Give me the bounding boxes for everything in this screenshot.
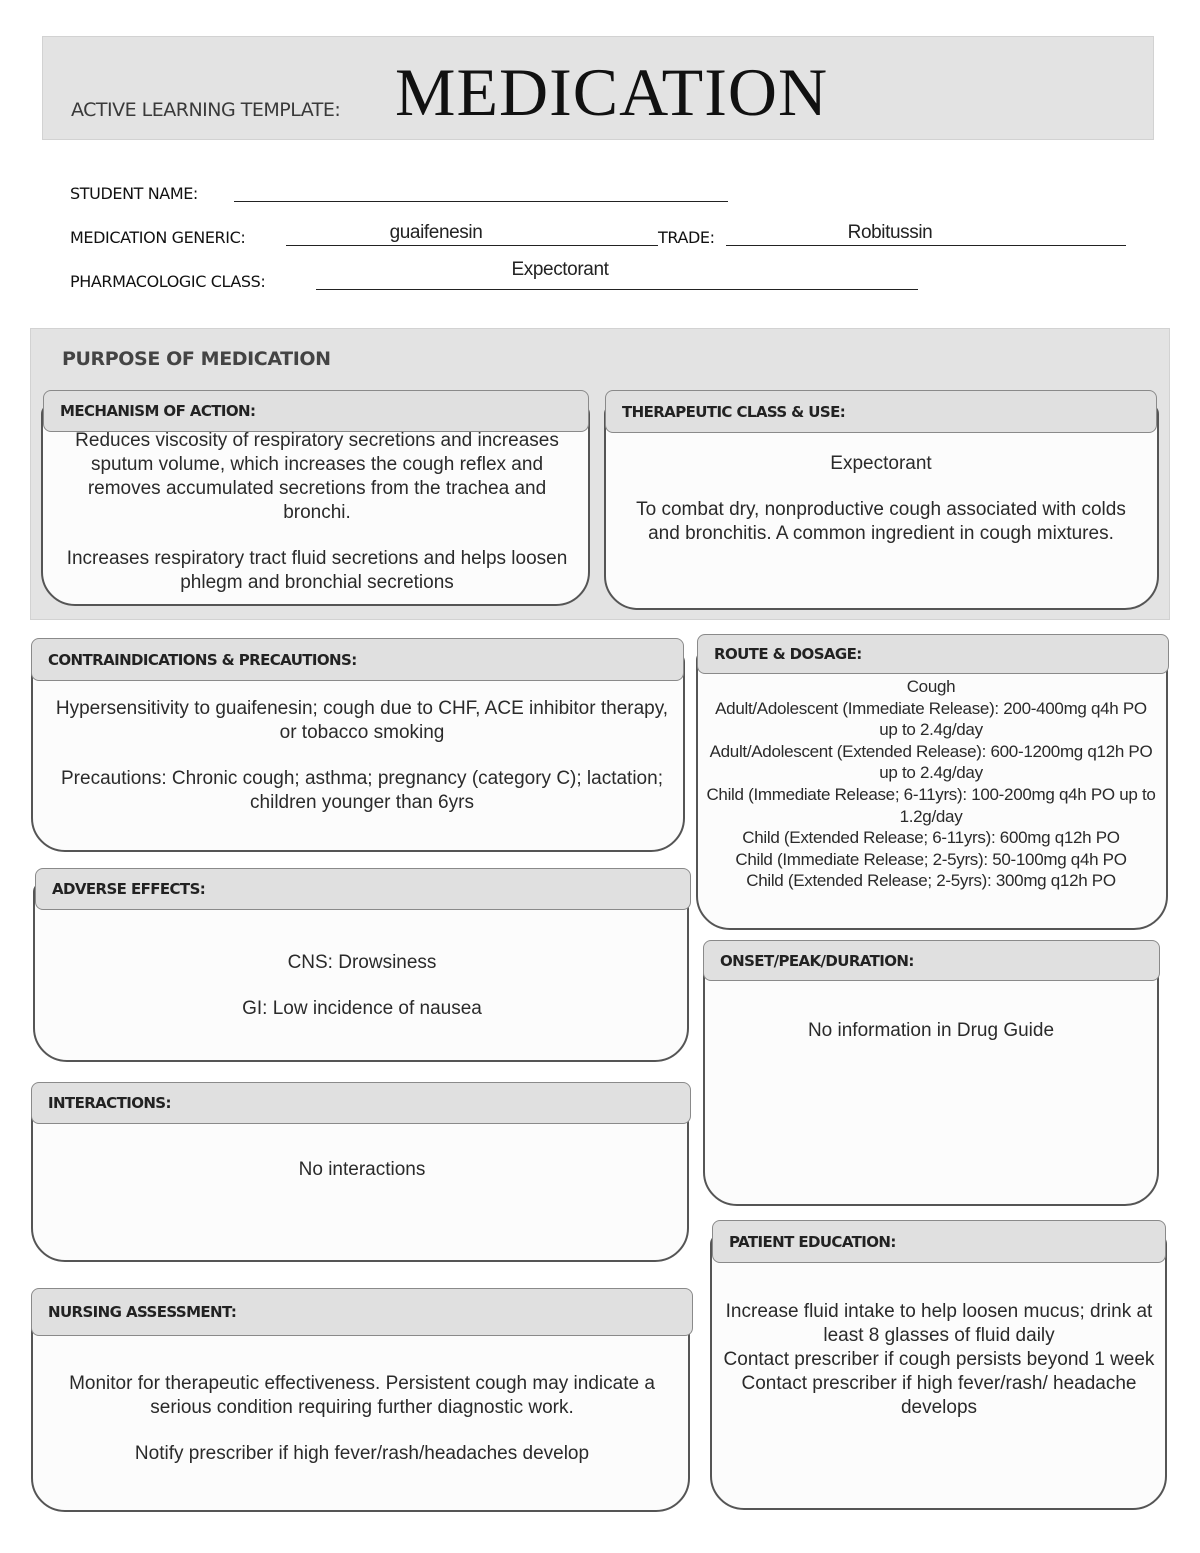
mechanism-content [60, 429, 574, 595]
education-line: Contact prescriber if high fever/rash/ headache develops [741, 1373, 1137, 1418]
contraindications-content [52, 697, 672, 815]
onset-content [712, 1019, 1150, 1043]
class-row [70, 259, 930, 296]
route-line: Adult/Adolescent (Immediate Release): 200-400mg q4h PO up to 2.4g/day [715, 698, 1147, 740]
route-content [706, 676, 1156, 892]
generic-value: guaifenesin [389, 222, 483, 243]
adverse-content [52, 951, 672, 1021]
class-label: PHARMACOLOGIC CLASS: [70, 272, 266, 291]
onset-header: ONSET/PEAK/DURATION: [703, 940, 1160, 981]
template-header [42, 36, 1154, 140]
adverse-text-1: CNS: Drowsiness [287, 952, 437, 973]
page-title: MEDICATION [395, 54, 829, 130]
generic-label: MEDICATION GENERIC: [70, 228, 246, 247]
class-field[interactable] [316, 289, 918, 290]
adverse-text-2: GI: Low incidence of nausea [242, 998, 482, 1019]
route-line: Child (Extended Release; 6-11yrs): 600mg q12h PO [742, 828, 1120, 848]
mechanism-text-2: Increases respiratory tract fluid secretions and helps loosen phlegm and bronchial secretions [66, 548, 568, 593]
education-content [722, 1300, 1156, 1420]
interactions-header: INTERACTIONS: [31, 1082, 691, 1124]
therapeutic-text-1: Expectorant [830, 453, 932, 474]
nursing-content [52, 1372, 672, 1466]
adverse-header: ADVERSE EFFECTS: [35, 868, 691, 910]
purpose-title: PURPOSE OF MEDICATION [62, 348, 331, 370]
template-lead: ACTIVE LEARNING TEMPLATE: [71, 99, 341, 121]
student-name-row [70, 184, 730, 208]
onset-box [703, 954, 1159, 1206]
trade-value: Robitussin [847, 222, 933, 243]
education-line: Increase fluid intake to help loosen mucus; drink at least 8 glasses of fluid daily [725, 1301, 1153, 1346]
therapeutic-header: THERAPEUTIC CLASS & USE: [605, 390, 1157, 433]
education-header: PATIENT EDUCATION: [712, 1220, 1166, 1263]
interactions-content [52, 1158, 672, 1182]
generic-trade-row [70, 222, 1130, 252]
contraindications-text-2: Precautions: Chronic cough; asthma; pregnancy (category C); lactation; children younger than 6yrs [61, 768, 663, 813]
mechanism-text-1: Reduces viscosity of respiratory secretions and increases sputum volume, which increases the cough reflex and removes accumulated secretions from the trachea and bronchi. [75, 430, 559, 523]
route-line: Child (Immediate Release; 6-11yrs): 100-200mg q4h PO up to 1.2g/day [706, 784, 1156, 826]
generic-field[interactable] [286, 245, 658, 246]
student-name-label: STUDENT NAME: [70, 184, 198, 203]
trade-field[interactable] [726, 245, 1126, 246]
class-value: Expectorant [511, 259, 609, 280]
therapeutic-content [624, 452, 1138, 546]
route-line: Cough [906, 677, 956, 696]
contraindications-text-1: Hypersensitivity to guaifenesin; cough due to CHF, ACE inhibitor therapy, or tobacco smoking [55, 698, 669, 743]
contraindications-header: CONTRAINDICATIONS & PRECAUTIONS: [31, 638, 684, 681]
onset-text-1: No information in Drug Guide [807, 1020, 1055, 1041]
student-name-field[interactable] [234, 201, 728, 202]
nursing-header: NURSING ASSESSMENT: [31, 1288, 693, 1336]
mechanism-header: MECHANISM OF ACTION: [43, 390, 589, 432]
route-line: Child (Extended Release; 2-5yrs): 300mg q12h PO [746, 871, 1116, 891]
education-line: Contact prescriber if cough persists beyond 1 week [723, 1349, 1155, 1370]
interactions-text-1: No interactions [298, 1159, 426, 1180]
nursing-text-2: Notify prescriber if high fever/rash/headaches develop [134, 1443, 590, 1464]
route-header: ROUTE & DOSAGE: [697, 634, 1169, 674]
trade-label: TRADE: [658, 228, 715, 247]
route-line: Adult/Adolescent (Extended Release): 600-1200mg q12h PO up to 2.4g/day [709, 741, 1153, 783]
nursing-text-1: Monitor for therapeutic effectiveness. Persistent cough may indicate a serious condition requiring further diagnostic work. [69, 1373, 655, 1418]
route-line: Child (Immediate Release; 2-5yrs): 50-100mg q4h PO [735, 849, 1127, 869]
therapeutic-text-2: To combat dry, nonproductive cough associated with colds and bronchitis. A common ingredient in cough mixtures. [636, 499, 1126, 544]
